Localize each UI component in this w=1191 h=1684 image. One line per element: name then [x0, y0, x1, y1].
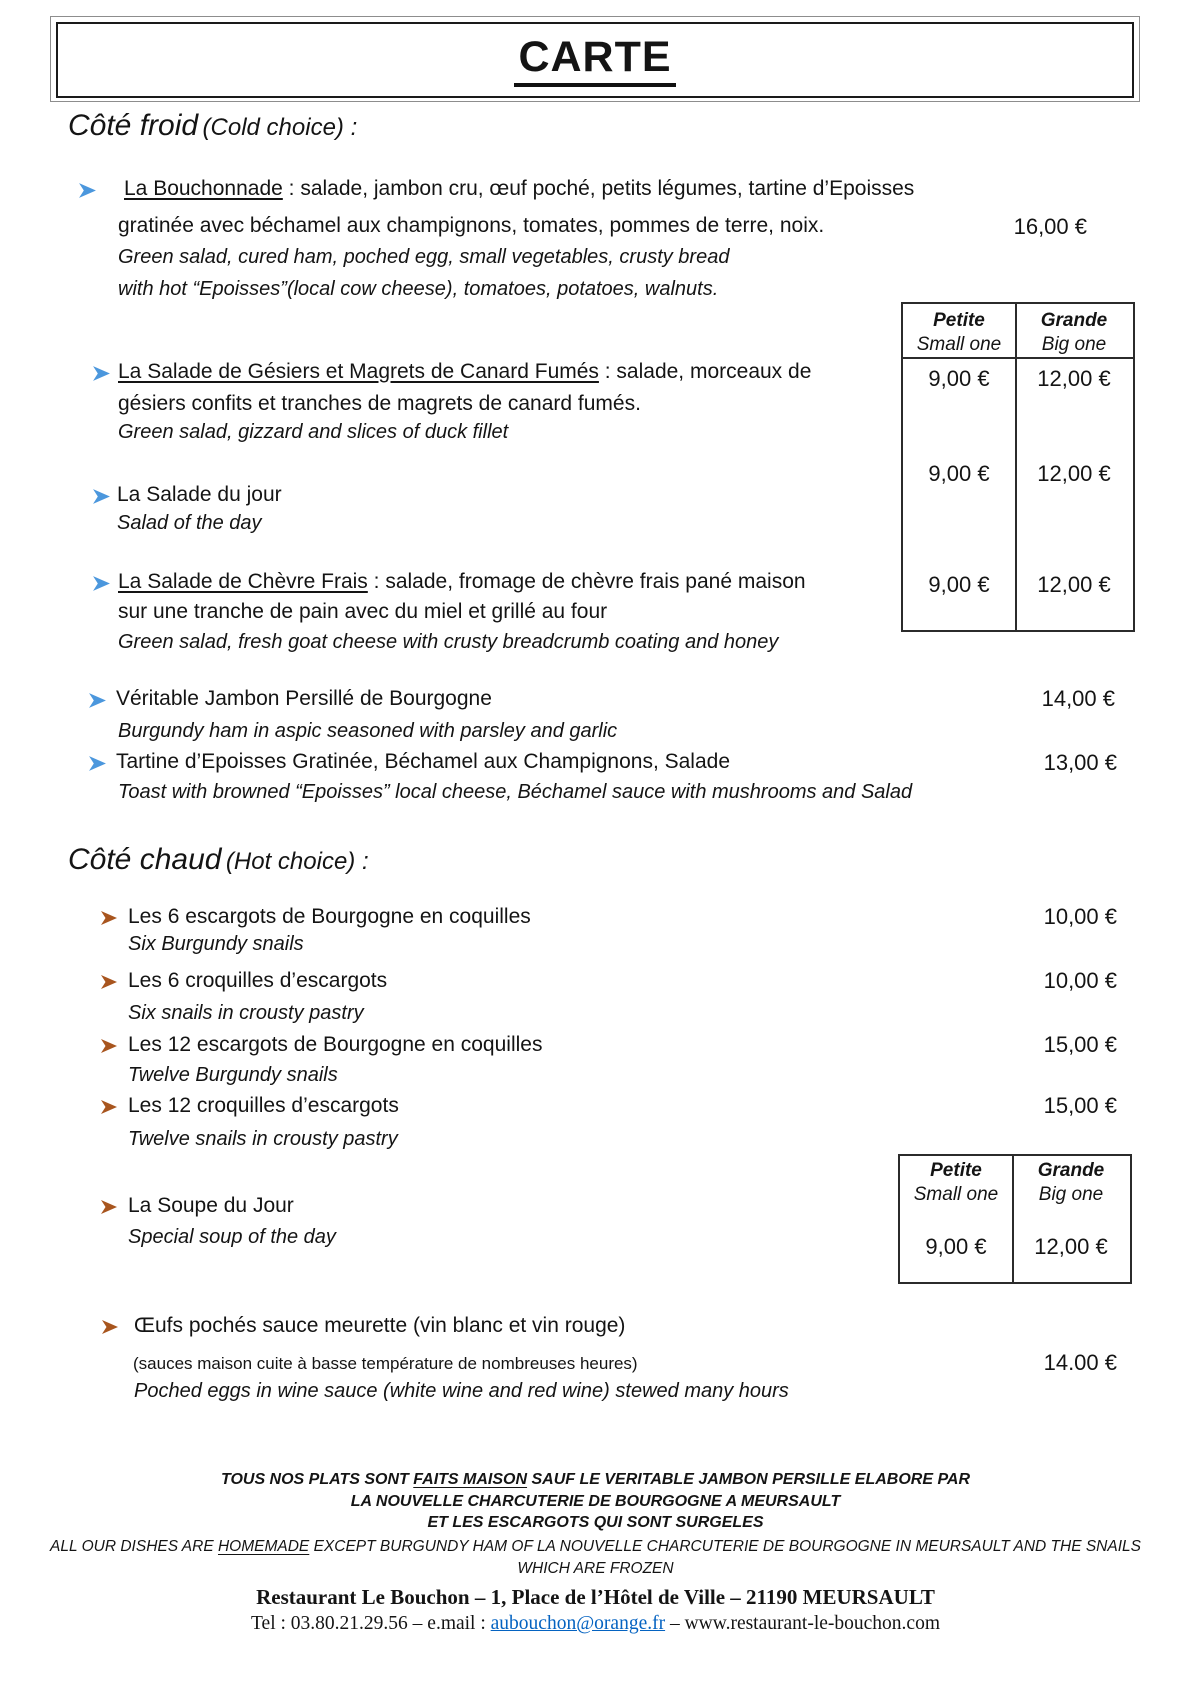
- menu-item-price: 16,00 €: [1013, 214, 1087, 239]
- restaurant-address: Restaurant Le Bouchon – 1, Place de l’Hôtel de Ville – 21190 MEURSAULT: [256, 1585, 935, 1609]
- price-cell: 12,00 €: [1034, 1234, 1108, 1259]
- arrow-bullet-icon: [100, 1038, 118, 1054]
- menu-item-name: Les 12 escargots de Bourgogne en coquilles: [128, 1033, 543, 1056]
- price-cell: 9,00 €: [925, 1234, 987, 1259]
- menu-item-desc: sur une tranche de pain avec du miel et grillé au four: [118, 600, 608, 623]
- section-heading-cold: Côté froid (Cold choice) :: [68, 109, 358, 142]
- arrow-bullet-icon: [88, 692, 107, 709]
- arrow-bullet-icon: [100, 910, 118, 926]
- column-subheader: Small one: [913, 1184, 999, 1205]
- table-header-rule: [903, 357, 1133, 359]
- menu-item-translation: Twelve Burgundy snails: [128, 1064, 338, 1086]
- menu-item-name: La Soupe du Jour: [128, 1194, 294, 1217]
- price-cell: 9,00 €: [928, 366, 990, 391]
- price-table-salades: [901, 302, 1135, 632]
- email-link[interactable]: aubouchon@orange.fr: [490, 1613, 666, 1634]
- menu-item-translation: Burgundy ham in aspic seasoned with parsley and garlic: [118, 720, 618, 742]
- menu-item-name: Les 6 escargots de Bourgogne en coquilles: [128, 905, 531, 928]
- menu-item-translation: Salad of the day: [117, 512, 262, 534]
- menu-item-price: 10,00 €: [1043, 968, 1117, 993]
- title-box: [56, 22, 1134, 98]
- menu-item-translation: Green salad, fresh goat cheese with crusty breadcrumb coating and honey: [118, 631, 779, 653]
- column-header: Petite: [930, 1160, 982, 1181]
- menu-item-price: 14,00 €: [1041, 686, 1115, 711]
- menu-item-translation: with hot “Epoisses”(local cow cheese), tomatoes, potatoes, walnuts.: [118, 278, 719, 300]
- section-heading-hot: Côté chaud (Hot choice) :: [68, 843, 369, 876]
- price-cell: 9,00 €: [928, 572, 990, 597]
- menu-item-name: La Salade de Chèvre Frais : salade, fromage de chèvre frais pané maison: [118, 570, 806, 593]
- footer-notice-fr-line2: LA NOUVELLE CHARCUTERIE DE BOURGOGNE A MEURSAULT: [350, 1493, 841, 1510]
- price-cell: 12,00 €: [1037, 461, 1111, 486]
- price-table-soupe: [898, 1154, 1132, 1284]
- menu-item-price: 15,00 €: [1043, 1093, 1117, 1118]
- menu-item-translation: Toast with browned “Epoisses” local cheese, Béchamel sauce with mushrooms and Salad: [118, 781, 913, 803]
- price-cell: 12,00 €: [1037, 366, 1111, 391]
- menu-item-translation: Six snails in crousty pastry: [128, 1002, 364, 1024]
- menu-item-name: Véritable Jambon Persillé de Bourgogne: [116, 687, 492, 710]
- menu-item-translation: Twelve snails in crousty pastry: [128, 1128, 398, 1150]
- footer-notice-fr-line1: TOUS NOS PLATS SONT FAITS MAISON SAUF LE VERITABLE JAMBON PERSILLE ELABORE PAR: [220, 1471, 971, 1488]
- price-cell: 9,00 €: [928, 461, 990, 486]
- column-subheader: Big one: [1038, 1184, 1104, 1205]
- menu-item-desc: (sauces maison cuite à basse température de nombreuses heures): [133, 1354, 638, 1373]
- menu-item-price: 10,00 €: [1043, 904, 1117, 929]
- menu-item-desc: gésiers confits et tranches de magrets de canard fumés.: [118, 392, 641, 415]
- menu-item-price: 13,00 €: [1043, 750, 1117, 775]
- arrow-bullet-icon: [92, 365, 111, 382]
- column-subheader: Big one: [1041, 334, 1107, 355]
- menu-item-name: Œufs pochés sauce meurette (vin blanc et vin rouge): [134, 1314, 626, 1337]
- menu-item-translation: Poched eggs in wine sauce (white wine and red wine) stewed many hours: [134, 1380, 789, 1402]
- menu-item-name: Les 12 croquilles d’escargots: [128, 1094, 399, 1117]
- menu-item-desc: gratinée avec béchamel aux champignons, tomates, pommes de terre, noix.: [118, 214, 825, 237]
- page-title: CARTE: [514, 33, 675, 87]
- arrow-bullet-icon: [100, 1099, 118, 1115]
- menu-item-translation: Green salad, cured ham, poched egg, small vegetables, crusty bread: [118, 246, 730, 268]
- menu-item-price: 14.00 €: [1043, 1350, 1117, 1375]
- arrow-bullet-icon: [101, 1319, 119, 1335]
- arrow-bullet-icon: [92, 575, 111, 592]
- menu-item-name: La Salade du jour: [117, 483, 282, 506]
- column-header: Grande: [1040, 310, 1108, 331]
- menu-item-translation: Green salad, gizzard and slices of duck fillet: [118, 421, 509, 443]
- arrow-bullet-icon: [78, 182, 97, 199]
- footer-notice-fr-line3: ET LES ESCARGOTS QUI SONT SURGELES: [427, 1514, 764, 1531]
- column-header: Petite: [933, 310, 985, 331]
- menu-item-translation: Special soup of the day: [128, 1226, 336, 1248]
- arrow-bullet-icon: [88, 755, 107, 772]
- menu-item-name: La Bouchonnade : salade, jambon cru, œuf poché, petits légumes, tartine d’Epoisses: [124, 177, 915, 200]
- arrow-bullet-icon: [100, 974, 118, 990]
- menu-item-name: Tartine d’Epoisses Gratinée, Béchamel aux Champignons, Salade: [116, 750, 731, 773]
- footer-notice-en-line1: ALL OUR DISHES ARE HOMEMADE EXCEPT BURGUNDY HAM OF LA NOUVELLE CHARCUTERIE DE BOURGOGNE IN MEURSAULT AND THE SNAILS: [50, 1538, 1141, 1555]
- column-subheader: Small one: [916, 334, 1002, 355]
- arrow-bullet-icon: [100, 1199, 118, 1215]
- menu-item-name: Les 6 croquilles d’escargots: [128, 969, 388, 992]
- arrow-bullet-icon: [92, 488, 111, 505]
- price-cell: 12,00 €: [1037, 572, 1111, 597]
- menu-item-price: 15,00 €: [1043, 1032, 1117, 1057]
- menu-item-translation: Six Burgundy snails: [128, 933, 304, 955]
- menu-item-name: La Salade de Gésiers et Magrets de Canard Fumés : salade, morceaux de: [118, 360, 812, 383]
- footer-notice-en-line2: WHICH ARE FROZEN: [517, 1560, 674, 1577]
- column-header: Grande: [1037, 1160, 1105, 1181]
- contact-line: Tel : 03.80.21.29.56 – e.mail : aubouchon@orange.fr – www.restaurant-le-bouchon.com: [251, 1613, 940, 1634]
